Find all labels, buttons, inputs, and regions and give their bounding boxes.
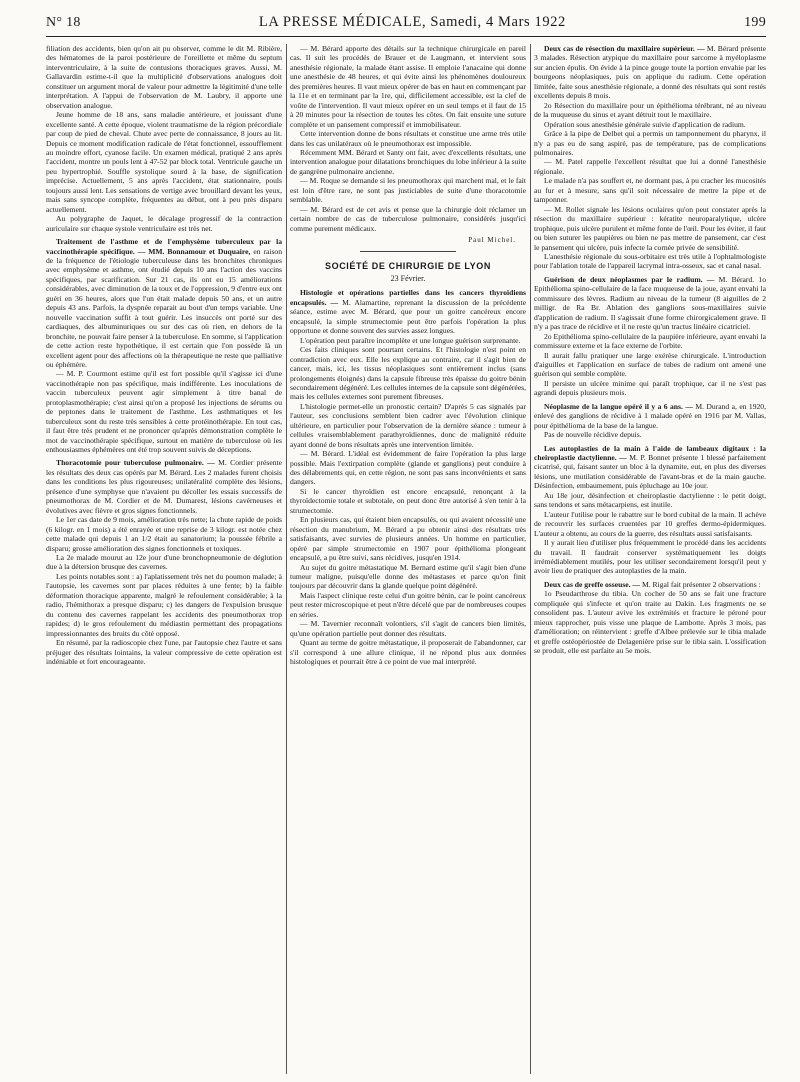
columns — [46, 44, 766, 1074]
article-title: Thoracotomie pour tuberculose pulmonaire. — — [56, 458, 215, 468]
paragraph: L'opération peut paraître incomplète et une longue guérison surprenante. — [300, 335, 521, 345]
article — [46, 237, 282, 369]
paragraph: — M. Rollet signale les lésions oculaires qu'on peut constater après la résection du maxillaire supérieur : kératite neuroparalytique, ulcère trophique, puis ulcère purulent et même fonte de l'œil. Pour les éviter, il faut ou bien suturer les paupières ou bien ne pas mettre de pansement, car c'est le pansement qui ulcère, puis infecte la cornée privée de sensibilité. — [534, 204, 766, 252]
article — [534, 580, 766, 589]
paragraph: Quant au terme de goitre métastatique, il proposerait de l'abandonner, car s'il correspond à une allure clinique, il ne répond plus aux données histologiques et pourrait être à ce point de vue mal interprété. — [290, 638, 526, 667]
column-2 — [290, 44, 526, 1074]
article-body: M. Rigal fait présenter 2 observations : — [641, 579, 761, 589]
paragraph: Si le cancer thyroïdien est encore encapsulé, renonçant à la thyroïdectomie totale et subtotale, on peut donc être autorisé à s'en tenir à la strumectomie. — [290, 486, 526, 515]
article — [290, 288, 526, 335]
article-body: M. Alamartine, reprenant la discussion de la précédente séance, estime avec M. Bérard, que pour un goitre cancéreux encore encapsulé, la simple strumectomie peut être parfois l'opération la plus opportune et donne souvent des survies assez longues. — [290, 297, 526, 336]
article-title: Deux cas de résection du maxillaire supérieur. — — [544, 44, 705, 53]
header-rule — [46, 36, 766, 37]
article-body: en raison de la fréquence de l'étiologie tuberculeuse dans les bronchites chroniques avec emphysème et asthme, ont étudié depuis 10 ans l'action des vaccins spécifiques, par scarification. Sur 21 cas, ils ont eu 15 améliorations considérables, avec diminution de la toux et de l'oppression, 9 d'entre eux ont guéri en 36 heures, alors que l'un était malade depuis 50 ans, et un autre depuis 43 ans. Parfois, la dyspnée reparait au bout d'un temps variable. Une nouvelle vaccination suffit à tout guérir. Les insuccès ont porté sur des cardiaques, des albuminuriques ou sur des cas où rien, en dehors de la bronchite, ne pouvait faire penser à la tuberculose. En somme, si l'application de cette action reste hypothétique, il est certain que l'on possède là un excellent agent pour des affections où la thérapeutique ne reste que palliative ou éphémère. — [46, 246, 282, 369]
paragraph: Ces faits cliniques sont pourtant certains. Et l'histologie n'est point en contradiction avec eux. Elle les explique au contraire, car il s'agit bien de cancer, mais, ici, les tissus néoplasiques sont entièrement inclus (sans prolongements éloignés) dans la capsule fibreuse très épaisse du goitre bénin secondairement dégénéré. Les cellules internes de la capsule sont dégénérées, mais les cellules externes sont purement fibreuses. — [290, 345, 526, 402]
article-body: M. Durand a, en 1920, enlevé des ganglions de récidive à 1 malade opéré en 1916 par M. Vallas, pour épithélioma de la base de la langue. — [534, 401, 766, 430]
page-header — [46, 14, 766, 34]
paragraph: 2o Epithélioma spino-cellulaire de la paupière inférieure, ayant envahi la commissure externe et la face externe de l'orbite. — [534, 331, 766, 351]
column-1 — [46, 44, 282, 1074]
paragraph: — M. Bérard. L'idéal est évidemment de faire l'opération la plus large possible. Mais l'extirpation complète (glande et ganglions) peut conduire à des délabrements qui, en cette région, ne sont pas sans inconvénients et sans dangers. — [290, 449, 526, 487]
paragraph: En plusieurs cas, qui étaient bien encapsulés, ou qui avaient nécessité une résection du manubrium, M. Bérard a pu obtenir ainsi des résultats très satisfaisants, avec survies de plusieurs années. Un homme en particulier, opéré par simple strumectomie en 1907 pour épithélioma plongeant encapsulé, a pu être suivi, sans récidives, jusqu'en 1914. — [290, 515, 526, 563]
issue-number: N° 18 — [46, 15, 81, 30]
article-body: M. P. Bonnet présente 1 blessé parfaitement cicatrisé, qui, faisant sauter un bloc à la dynamite, eut, en plus des diverses lésions, une mutilation considérable de l'avant-bras et de la main gauche. Désinfection, embaumement, puis épluchage au 10e jour. — [534, 453, 766, 491]
paragraph: — M. P. Courmont estime qu'il est fort possible qu'il s'agisse ici d'une vaccinothérapie non pas spécifique, mais indifférente. Les inoculations de vaccin tuberculeux peuvent agir simplement à titre banal de protoplasmothérapie; c'est ainsi qu'on a proposé les injections de sérums ou de peptones dans le traitement de l'asthme. Les asthmatiques et les tuberculeux sont du reste très sensibles à cette protéinothérapie. En tout cas, il faut être très prudent et ne prononcer qu'après démonstration complète le mot de vaccinothérapie spécifique, surtout en matière de tuberculose où les enthousiasmes éphémères ont été trop souvent suivis de déceptions. — [46, 369, 282, 455]
paragraph: — M. Bérard est de cet avis et pense que la chirurgie doit réclamer un certain nombre de cas de tuberculose pulmonaire, considérés jusqu'ici comme purement médicaux. — [290, 204, 526, 233]
section-title: SOCIÉTÉ DE CHIRURGIE DE LYON — [325, 260, 491, 271]
article — [46, 458, 282, 515]
article-body: M. Cordier présente les résultats des deux cas opérés par M. Bérard. Les 2 malades furent choisis dans les conditions les plus rigoureuses; unilatéralité complète des lésions, présence d'une symphyse que n'avaient pu décoller les essais successifs de pneumothorax de M. Cordier et de M. Dumarest, lésions cavérneuses et évolutives avec fièvre et gros signes fonctionnels. — [46, 458, 282, 515]
paragraph: Pas de nouvelle récidive depuis. — [544, 430, 642, 440]
paragraph: — M. Patel rappelle l'excellent résultat que lui a donné l'anesthésie régionale. — [534, 157, 766, 176]
paragraph: — M. Roque se demande si les pneumothorax qui marchent mal, et le fait est loin d'être rare, ne sont pas justiciables de suite d'une thoracotomie semblable. — [290, 176, 526, 205]
paragraph: L'anesthésie régionale du sous-orbitaire est très utile à l'ophtalmologiste pour l'ablation totale de l'appareil lacrymal intra-osseux, sac et canal nasal. — [534, 251, 766, 271]
paragraph: Le 1er cas date de 9 mois, amélioration très nette; la chute rapide de poids (6 kilogr. en 1 mois) a été enrayée et une reprise de 3 kilogr. est notée chez cette malade qui depuis 1 an 1/2 était au sanatorium; la poussée fébrile a disparu; grosse amélioration des signes fonctionnels et toxiques. — [46, 515, 282, 553]
journal-title: LA PRESSE MÉDICALE, Samedi, 4 Mars 1922 — [258, 14, 566, 30]
paragraph: 1o Pseudarthrose du tibia. Un cocher de 50 ans se fait une fracture compliquée qui s'infecte et qu'on traite au Dakin. Les fragments ne se consolident pas. L'auteur avive les extrémités et fracture le péroné pour mieux rapprocher, puis visse une plaque de Lambotte. Après 3 mois, pas d'amélioration; on réintervient : greffe d'Albee prélevée sur le tibia malade et greffe ostéopériostée de Delagenière prise sur le tibia sain. L'ossification se produit, elle est parfaite au 5e mois. — [534, 589, 766, 656]
article — [534, 402, 766, 430]
article-body: M. Bérard. 1o Epithélioma spino-cellulaire de la face muqueuse de la joue, ayant envahi la commissure des lèvres. Radium au niveau de la tumeur (8 aiguilles de 2 milligr. de Ra Br. Ablation des ganglions sous-maxillaires suivie d'application de radium. Il s'agissait d'une forme chirorgicalement grave. Il n'y a pas trace de récidive et il ne reste qu'un tractus linéaire cicatriciel. — [534, 274, 766, 332]
article-title: Les autoplasties de la main à l'aide de lambeaux digitaux : la cheiroplastie dactylienne. — — [534, 443, 766, 463]
paragraph: Les points notables sont : a) l'aplatissement très net du poumon malade; à l'autopsie, les cavernes sont par places réduites à une fente; b) la faible déformation thoracique apparente, malgré le refoulement considérable; à la radio, l'hémithorax a presque disparu; c) les dangers de l'expulsion brusque du contenu des cavernes rappelant les accidents des pneumothorax trop rapides; d) le gros refoulement du médiastin permettant des propagations impressionnantes des bruits du côté opposé. — [46, 571, 282, 638]
paragraph: L'auteur l'utilise pour le rabattre sur le bord cubital de la main. Il achève de recouvrir les surfaces cruentées par 10 greffes dermo-épidermiques. L'auteur a obtenu, au cours de la guerre, des résultats aussi satisfaisants. — [534, 509, 766, 538]
article-title: Deux cas de greffe osseuse. — — [544, 579, 641, 589]
paragraph: filiation des accidents, bien qu'on ait pu observer, comme le dit M. Ribière, des hématomes de la paroi postérieure de l'oreillette et même du septum interventriculaire, à la suite de contusions thoraciques graves. Aussi, M. Gallavardin estime-t-il que la multiplicité d'observations analogues doit constituer un argument moral de valeur pour admettre la légitimité d'une telle interprétation. A l'appui de l'observation de M. Laubry, il apporte une observation analogue. — [46, 44, 282, 110]
article-title: Guérison de deux néoplasmes par le radium. — — [544, 274, 715, 284]
paragraph: Le malade n'a pas souffert et, ne dormant pas, à pu cracher les mucosités au fur et à mesure, sans qu'il soit nécessaire de mettre la pipe et de tamponner. — [534, 176, 766, 205]
signature: Paul Michel. — [468, 236, 516, 245]
page-number: 199 — [744, 15, 766, 30]
paragraph: L'histologie permet-elle un pronostic certain? D'après 5 cas signalés par l'auteur, ses conclusions semblent bien cadrer avec l'évolution clinique ultérieure, en particulier pour l'observation de la dernière séance : tumeur à cellules vraisemblablement parathyroïdiennes, donc de malignité réduite ayant donné de bons résultats après une intervention limitée. — [290, 401, 526, 449]
column-3 — [534, 44, 766, 1074]
paragraph: Il persiste un ulcère minime qui paraît trophique, car il ne s'est pas agrandi depuis plusieurs mois. — [534, 378, 766, 398]
article-title: Néoplasme de la langue opéré il y a 6 ans. — — [544, 401, 693, 411]
paragraph: 2o Résection du maxillaire pour un épithélioma térébrant, né au niveau de la muqueuse du sinus et ayant détruit tout le maxillaire. — [534, 100, 766, 120]
paragraph: Récemment MM. Bérard et Santy ont fait, avec d'excellents résultats, une intervention analogue pour dilatations bronchiques du lobe inférieur à la suite de gangrène pulmonaire ancienne. — [290, 147, 526, 176]
section-date: 23 Février. — [390, 273, 426, 283]
paragraph: Cette intervention donne de bons résultats et constitue une arme très utile dans les cas unilatéraux où le pneumothorax est impossible. — [290, 129, 526, 148]
paragraph: Il aurait fallu pratiquer une large exérèse chirurgicale. L'introduction d'aiguilles et l'application en surface de tubes de radium ont amené une guérison qui semble complète. — [534, 350, 766, 379]
paragraph: Mais l'aspect clinique reste celui d'un goitre bénin, car le point cancéreux peut rester microscopique et peut n'être décelé que par de nombreuses coupes en séries. — [290, 590, 526, 619]
paragraph: Opération sous anesthésie générale suivie d'application de radium. — [544, 119, 746, 129]
column-divider — [530, 44, 531, 1074]
paragraph: Grâce à la pipe de Delbet qui a permis un tamponnement du pharynx, il n'y a pas eu de sang aspiré, pas de température, pas de complications pulmonaires. — [534, 129, 766, 157]
paragraph: Au polygraphe de Jaquet, le décalage progressif de la contraction auriculaire sur chaque systole ventriculaire est très net. — [46, 214, 282, 233]
paragraph: Il y aurait lieu d'utiliser plus fréquemment le procédé dans les accidents du travail. Il faudrait conserver systématiquement les doigts irrémédiablement mutilés, pour les utiliser secondairement lorsqu'il peut y avoir lieu de pratiquer des autoplasties de la main. — [534, 538, 766, 576]
paragraph: — M. Tavernier reconnaît volontiers, s'il s'agit de cancers bien limités, qu'une opération partielle peut donner des résultats. — [290, 619, 526, 638]
paragraph: En résumé, par la radioscopie chez l'une, par l'autopsie chez l'autre et sans préjuger des résultats lointains, la valeur compressive de cette opération est indéniable et fort encourageante. — [46, 638, 282, 666]
article — [534, 444, 766, 491]
paragraph: Au sujet du goitre métastatique M. Bernard estime qu'il s'agit bien d'une tumeur maligne, puisqu'elle donne des métastases et parce qu'on finit toujours par découvrir dans la glande quelque point dégénéré. — [290, 562, 526, 591]
article — [534, 275, 766, 332]
paragraph: La 2e malade mourut au 12e jour d'une bronchopneumonie de déglution due à la détersion brusque des cavernes. — [46, 553, 282, 572]
paragraph: Jeune homme de 18 ans, sans maladie antérieure, et jouissant d'une excellente santé. A cette époque, violent traumatisme de la région précordiale par coup de pied de cheval. Chute avec perte de connaissance, 8 jours au lit. Depuis ce moment modification radicale de l'état fonctionnel, essoufflement au moindre effort, cyanose facile. Un examen médical, pratiqué 2 ans après l'accident, montre un pouls lent à 47-52 par block total. Ventricule gauche un peu hypertrophié. Souffle systolique sourd à la base, de signification imprécise. Actuellement, 5 ans après l'accident, état stationnaire, pouls toujours aussi lent. Les sensations de vertige avec brouillard devant les yeux, mais sans syncope complète, fréquentes au début, ont à peu près disparu actuellement. — [46, 110, 282, 214]
article-title: Traitement de l'asthme et de l'emphysème tuberculeux par la vaccinothérapie spécifique. — MM. Bonnamour et Duquaire, — [46, 237, 282, 256]
paragraph: — M. Bérard apporte des détails sur la technique chirurgicale en pareil cas. Il suit les procédés de Brauer et de Laugmann, et intervient sous anesthésie régionale, la malade étant assise. Il emploie l'anacaine qui donne une anesthésie de 48 heures, et qui évite ainsi les phénomènes douloureux des premières heures. Il vaut mieux opérer de bas en haut en commençant par la 11e et en terminant par la 1re, qui, difficilement accessible, est la clef de voûte de l'intervention. Il vaut mieux opérer en un seul temps et il faut de 15 à 20 minutes pour la résection de toutes les côtes. On fait ensuite une suture complète et un pansement compressif et immobilisateur. — [290, 44, 526, 129]
section-divider — [360, 251, 456, 252]
column-divider — [286, 44, 287, 1074]
article-body: M. Bérard présente 3 malades. Résection atypique du maxillaire pour sarcome à myéloplasme sur ancien épulis. On évide à la pince gouge toute la portion envahie par les bourgeons néoplasiques, puis on applique du radium. Cette opération limitée, faite sous anesthésie régionale, a donné des résultats qui sont restés excellents depuis 8 mois. — [534, 44, 766, 101]
paragraph: Au 18e jour, désinfection et cheiroplastie dactylienne : le petit doigt, sans tendons et sans métacarpiens, est inutile. — [534, 490, 766, 510]
article — [534, 44, 766, 101]
article-title: Histologie et opérations partielles dans les cancers thyroïdiens encapsulés. — — [290, 288, 526, 307]
